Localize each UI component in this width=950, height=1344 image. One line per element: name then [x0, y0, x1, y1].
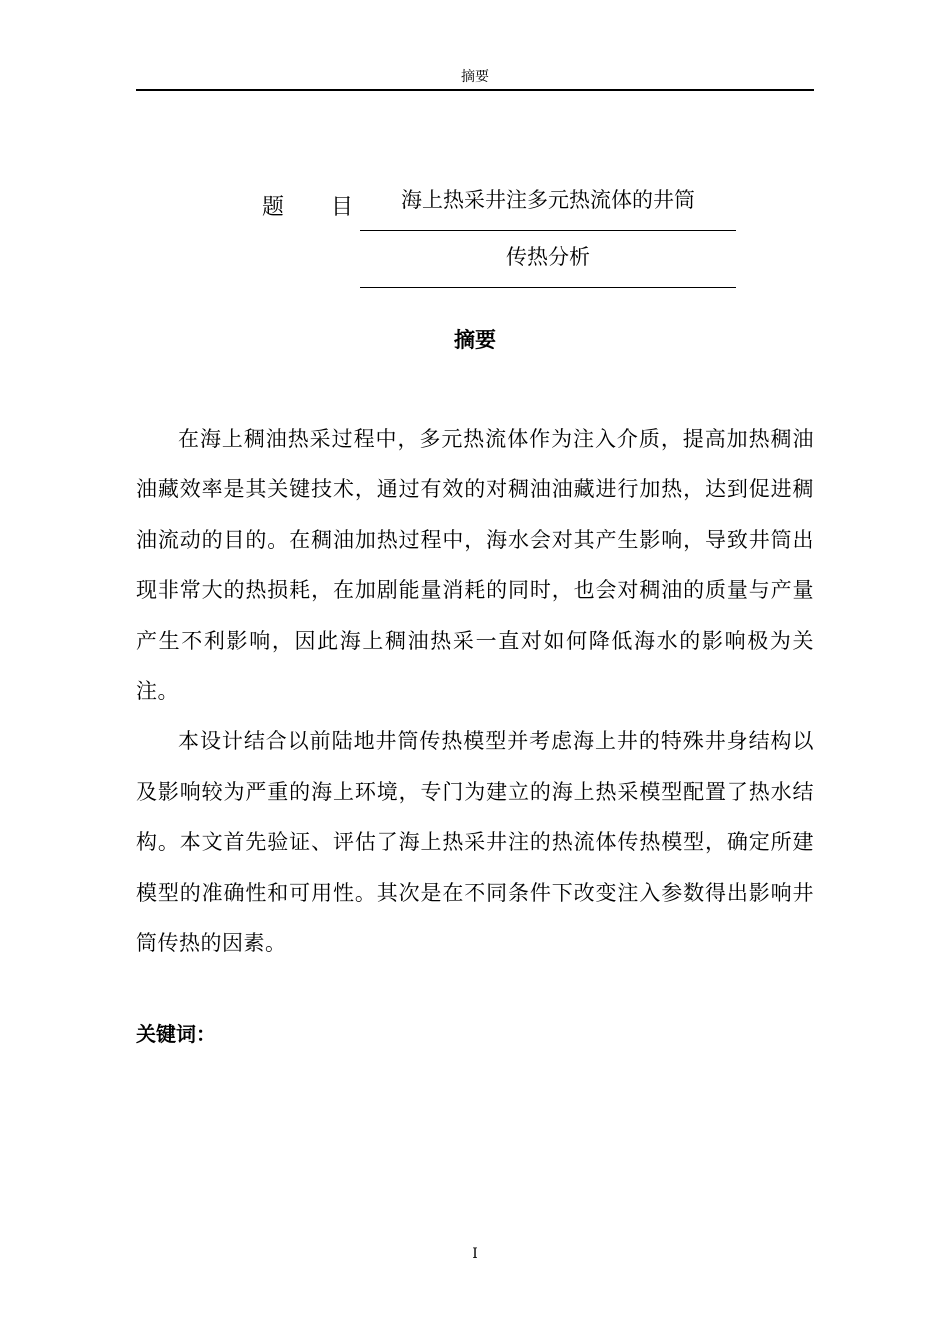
title-label-char-2: 目: [331, 195, 354, 220]
thesis-title-line-2: [360, 243, 736, 288]
abstract-body: [136, 414, 814, 968]
abstract-heading: 摘要: [454, 328, 496, 352]
thesis-title-line-2-text: 传热分析: [506, 245, 590, 269]
thesis-title-line-1: [360, 186, 736, 231]
page-header: [136, 66, 814, 91]
keywords-label: 关键词：: [136, 1022, 216, 1046]
thesis-title-line-1-text: 海上热采井注多元热流体的井筒: [401, 188, 695, 212]
abstract-paragraph: 本设计结合以前陆地井筒传热模型并考虑海上井的特殊井身结构以及影响较为严重的海上环境，专门为建立的海上热采模型配置了热水结构。本文首先验证、评估了海上热采井注的热流体传热模型，确定所建模型的准确性和可用性。其次是在不同条件下改变注入参数得出影响井筒传热的因素。: [136, 729, 814, 956]
running-title: 摘要: [461, 69, 489, 85]
abstract-paragraph: 在海上稠油热采过程中，多元热流体作为注入介质，提高加热稠油油藏效率是其关键技术，通过有效的对稠油油藏进行加热，达到促进稠油流动的目的。在稠油加热过程中，海水会对其产生影响，导致井筒出现非常大的热损耗，在加剧能量消耗的同时，也会对稠油的质量与产量产生不利影响，因此海上稠油热采一直对如何降低海水的影响极为关注。: [136, 427, 814, 704]
page-number: I: [472, 1246, 478, 1262]
title-label-char-1: 题: [262, 195, 285, 220]
